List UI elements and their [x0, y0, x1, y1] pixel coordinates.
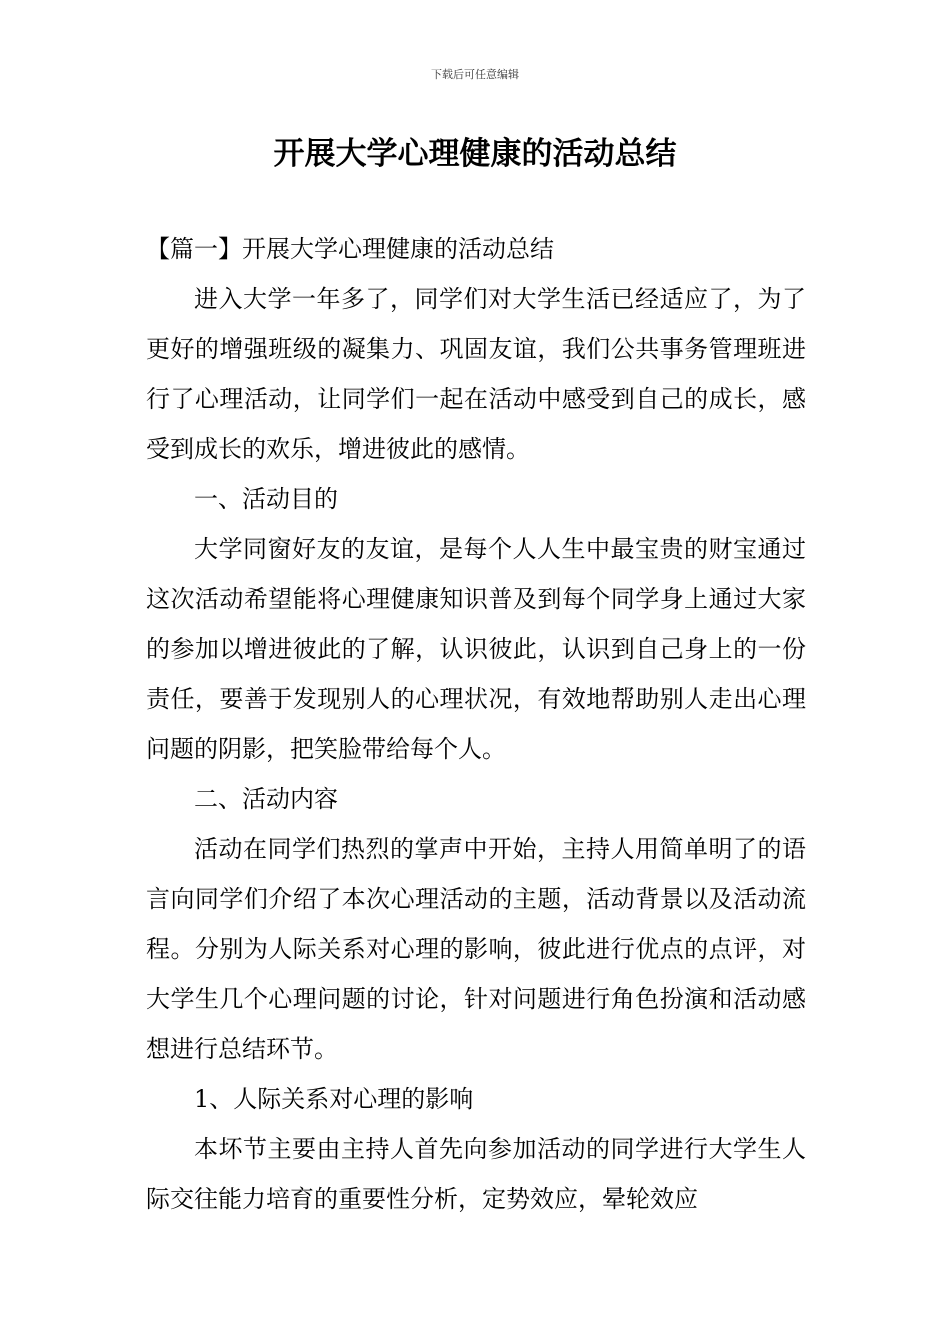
section-heading-content: 二、活动内容: [194, 785, 338, 813]
header-note: 下载后可任意编辑: [431, 68, 519, 81]
body-paragraph-purpose: 大学同窗好友的友谊，是每个人人生中最宝贵的财宝通过这次活动希望能将心理健康知识普及到每个同学身上通过大家的参加以增进彼此的了解，认识彼此，认识到自己身上的一份责任，要善于发现别人的心理状况，有效地帮助别人走出心理问题的阴影，把笑脸带给每个人。: [146, 535, 806, 763]
section-heading-purpose: 一、活动目的: [194, 485, 338, 513]
subsection-heading-relations: 1、人际关系对心理的影响: [194, 1085, 474, 1113]
document-title: 开展大学心理健康的活动总结: [273, 136, 677, 172]
section-heading-part-one: 【篇一】开展大学心理健康的活动总结: [146, 235, 554, 263]
document-body: [146, 224, 806, 1224]
body-paragraph-intro: 进入大学一年多了，同学们对大学生活已经适应了，为了更好的增强班级的凝集力、巩固友谊，我们公共事务管理班进行了心理活动，让同学们一起在活动中感受到自己的成长，感受到成长的欢乐，增进彼此的感情。: [146, 285, 806, 463]
body-paragraph-content: 活动在同学们热烈的掌声中开始，主持人用简单明了的语言向同学们介绍了本次心理活动的主题，活动背景以及活动流程。分别为人际关系对心理的影响，彼此进行优点的点评，对大学生几个心理问题的讨论，针对问题进行角色扮演和活动感想进行总结环节。: [146, 835, 806, 1063]
body-paragraph-relations: 本坏节主要由主持人首先向参加活动的同学进行大学生人际交往能力培育的重要性分析，定势效应，晕轮效应: [146, 1135, 806, 1213]
